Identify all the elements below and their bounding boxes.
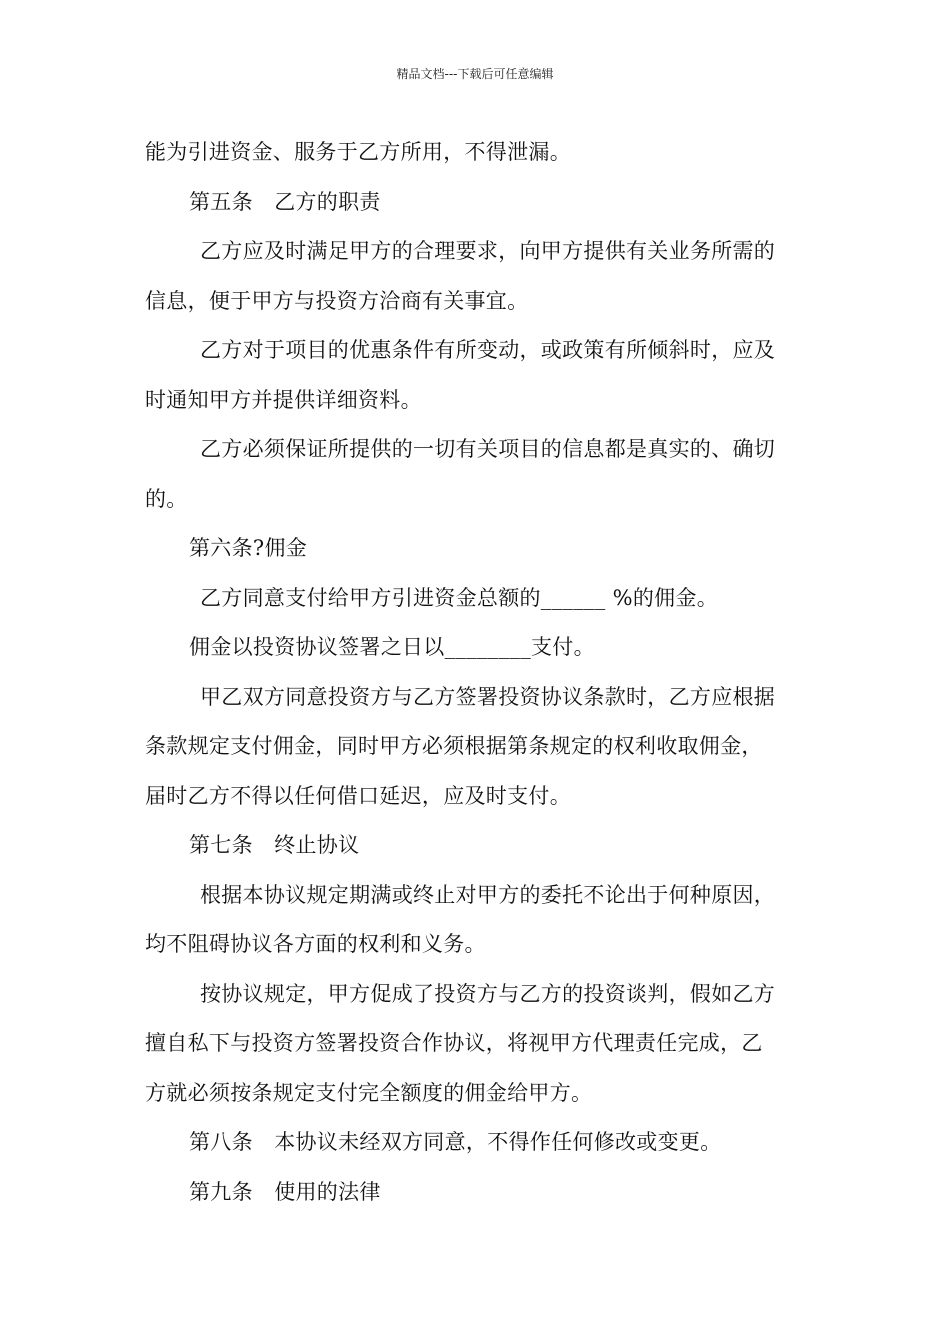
paragraph-line: 届时乙方不得以任何借口延迟，应及时支付。 [145,783,571,808]
article-heading: 第九条 使用的法律 [189,1179,381,1204]
paragraph-line: 按协议规定，甲方促成了投资方与乙方的投资谈判，假如乙方 [200,981,776,1006]
paragraph-line: 能为引进资金、服务于乙方所用，不得泄漏。 [145,140,571,164]
paragraph-line: 根据本协议规定期满或终止对甲方的委托不论出于何种原因， [200,882,776,907]
paragraph-line: 均不阻碍协议各方面的权利和义务。 [145,932,486,956]
paragraph-line: 乙方同意支付给甲方引进资金总额的______ %的佣金。 [200,585,719,610]
document-body [145,128,807,1217]
paragraph-line: 的。 [145,486,188,511]
article-heading: 第七条 终止协议 [189,833,360,857]
paragraph-line: 乙方对于项目的优惠条件有所变动，或政策有所倾斜时，应及 [200,338,776,362]
paragraph-line: 条款规定支付佣金，同时甲方必须根据第条规定的权利收取佣金， [145,734,763,758]
paragraph-line: 方就必须按条规定支付完全额度的佣金给甲方。 [145,1080,593,1105]
paragraph-line: 甲乙双方同意投资方与乙方签署投资协议条款时，乙方应根据 [200,684,776,709]
paragraph-line: 信息，便于甲方与投资方洽商有关事宜。 [145,288,529,313]
article-heading: 第六条?佣金 [189,536,308,560]
paragraph-line: 佣金以投资协议签署之日以________支付。 [189,635,595,659]
paragraph-line: 乙方必须保证所提供的一切有关项目的信息都是真实的、确切 [200,437,776,461]
page-header: 精品文档---下载后可任意编辑 [396,67,554,81]
article-heading: 第五条 乙方的职责 [189,189,381,214]
paragraph-line: 乙方应及时满足甲方的合理要求，向甲方提供有关业务所需的 [200,239,776,263]
paragraph-line: 擅自私下与投资方签署投资合作协议，将视甲方代理责任完成，乙 [145,1031,763,1055]
paragraph-line: 时通知甲方并提供详细资料。 [145,387,422,412]
article-heading: 第八条 本协议未经双方同意，不得作任何修改或变更。 [189,1130,722,1154]
